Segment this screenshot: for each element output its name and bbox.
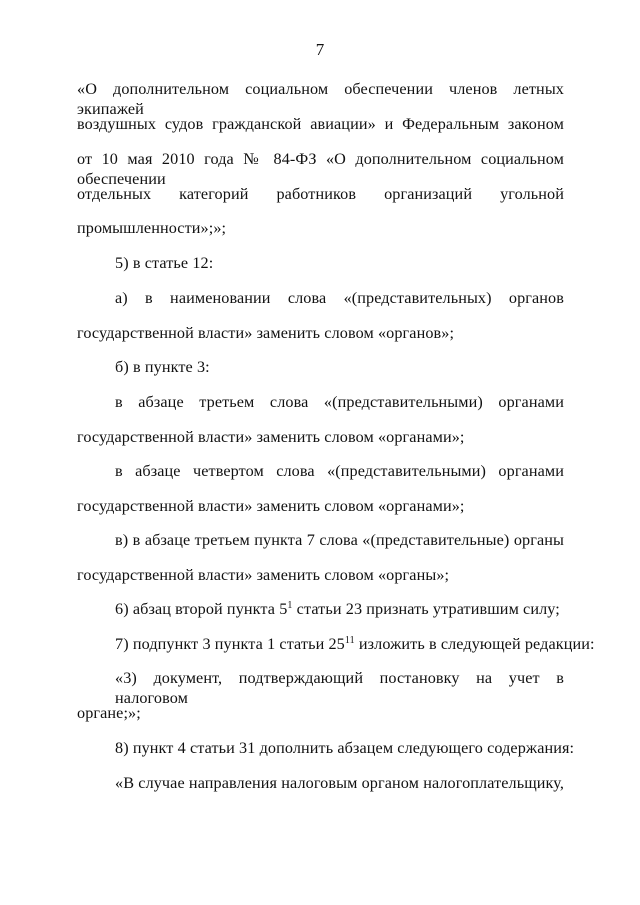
text-line bbox=[115, 634, 595, 654]
text-line: государственной власти» заменить словом «органами»; bbox=[77, 428, 465, 446]
text-fragment: статьи 23 признать утратившим силу; bbox=[292, 600, 560, 618]
text-line: «О дополнительном социальном обеспечении членов летных экипажей bbox=[77, 80, 564, 118]
text-line: б) в пункте 3: bbox=[115, 358, 210, 376]
text-line: 5) в статье 12: bbox=[115, 254, 214, 272]
text-line: органе;»; bbox=[77, 704, 141, 722]
text-line: 8) пункт 4 статьи 31 дополнить абзацем следующего содержания: bbox=[115, 739, 575, 757]
text-line: государственной власти» заменить словом «органами»; bbox=[77, 497, 465, 515]
text-line: в абзаце третьем слова «(представительными) органами bbox=[115, 393, 564, 411]
text-line: в) в абзаце третьем пункта 7 слова «(представительные) органы bbox=[115, 531, 564, 549]
text-line: воздушных судов гражданской авиации» и Федеральным законом bbox=[77, 115, 564, 133]
text-line: отдельных категорий работников организаций угольной bbox=[77, 185, 564, 203]
superscript: 11 bbox=[344, 635, 355, 646]
text-line: промышленности»;»; bbox=[77, 219, 227, 237]
text-line: «В случае направления налоговым органом налогоплательщику, bbox=[115, 774, 564, 792]
text-fragment: 6) абзац второй пункта 5 bbox=[115, 600, 288, 618]
text-fragment: 7) подпункт 3 пункта 1 статьи 25 bbox=[115, 635, 345, 653]
text-fragment: изложить в следующей редакции: bbox=[354, 635, 595, 653]
page-number: 7 bbox=[315, 40, 325, 59]
text-line: «3) документ, подтверждающий постановку на учет в налоговом bbox=[115, 669, 564, 707]
text-line: от 10 мая 2010 года № 84-ФЗ «О дополнительном социальном обеспечении bbox=[77, 150, 564, 188]
text-line: государственной власти» заменить словом «органы»; bbox=[77, 566, 450, 584]
text-line: государственной власти» заменить словом «органов»; bbox=[77, 324, 455, 342]
superscript: 1 bbox=[287, 600, 293, 611]
text-line: в абзаце четвертом слова «(представительными) органами bbox=[115, 462, 564, 480]
text-line bbox=[115, 599, 564, 619]
text-line: а) в наименовании слова «(представительных) органов bbox=[115, 289, 564, 307]
